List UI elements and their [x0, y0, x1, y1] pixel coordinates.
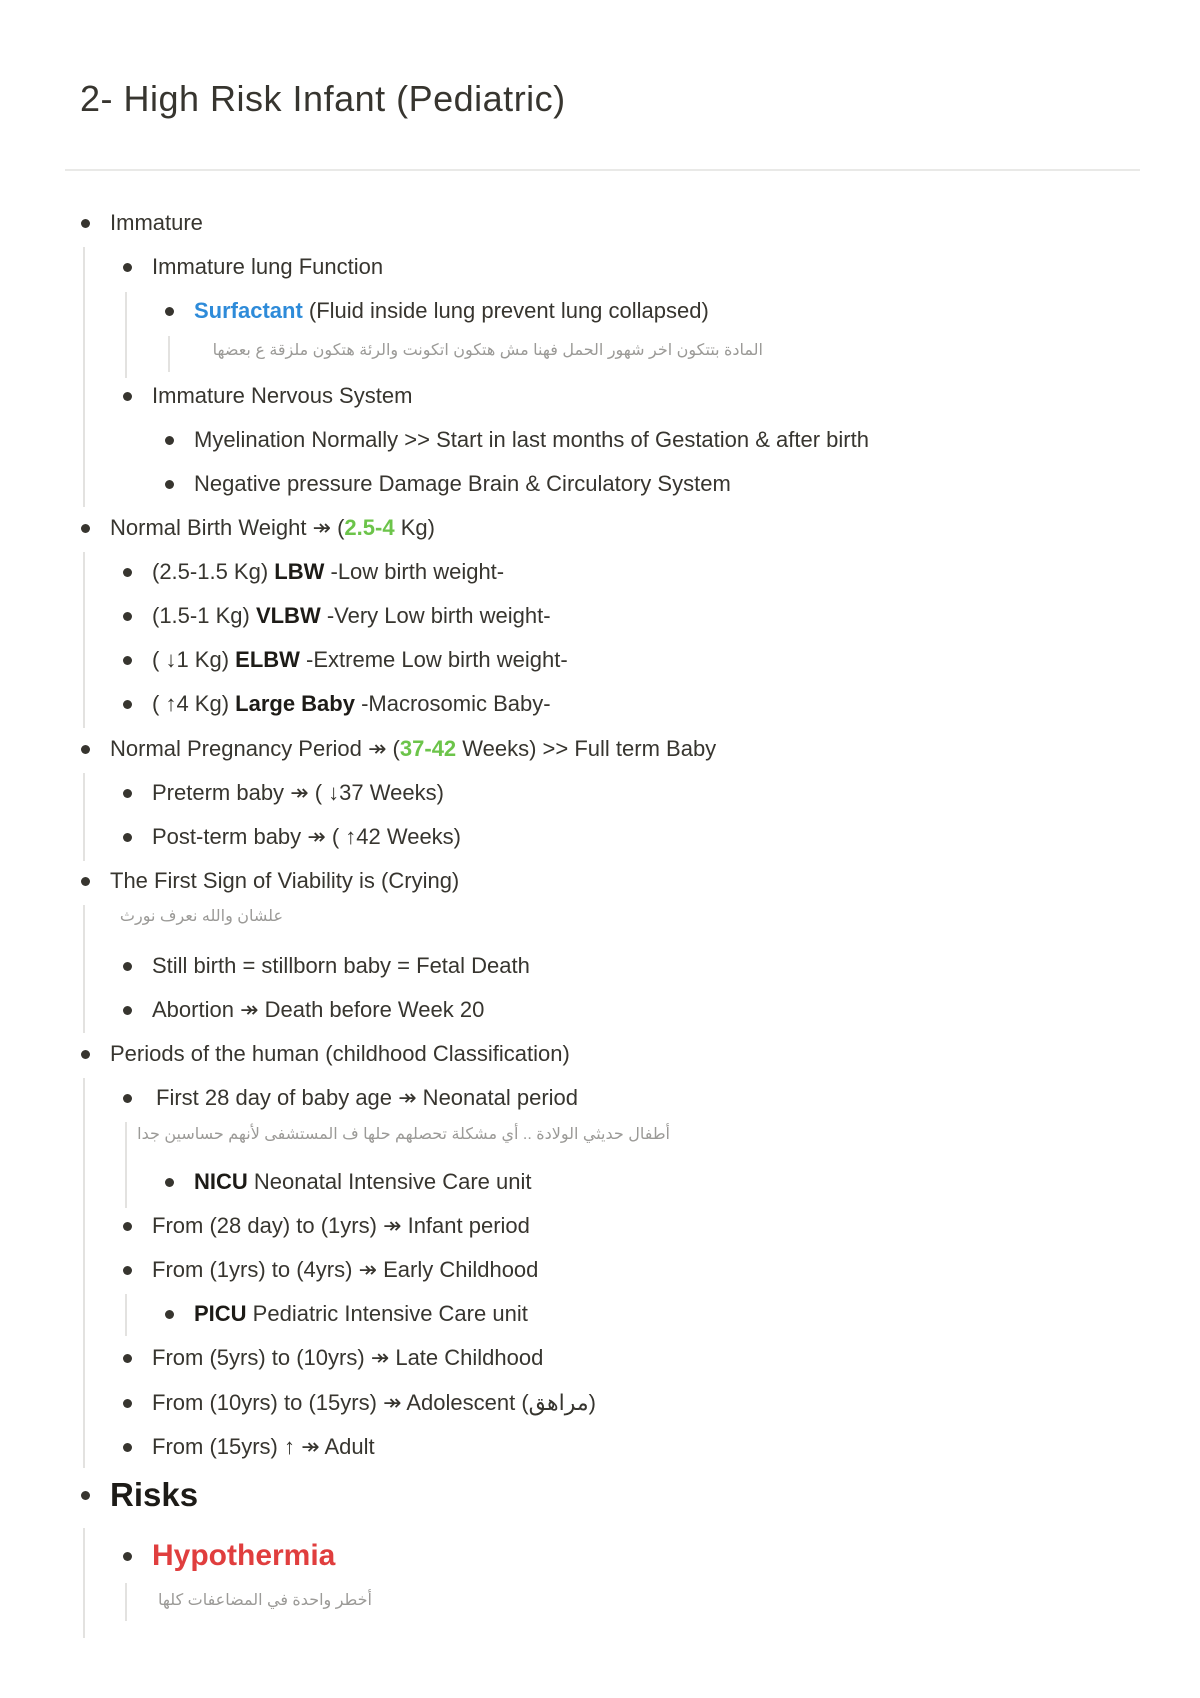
bullet-icon [123, 1354, 132, 1363]
bullet-icon [81, 1491, 90, 1500]
list-item-birth-weight [110, 513, 435, 543]
bullet-icon [81, 745, 90, 754]
toggle-guide-line [125, 292, 127, 378]
list-item-label: Pediatric Intensive Care unit [246, 1301, 528, 1326]
toggle-guide-line [83, 552, 85, 728]
list-item-label: -Extreme Low birth weight- [299, 647, 568, 672]
list-item-risks [110, 1475, 198, 1515]
list-item-label: From (1yrs) to (4yrs) ↠ Early Childhood [152, 1257, 539, 1282]
highlight-term: ELBW [235, 647, 300, 672]
list-item-hypothermia [152, 1536, 335, 1576]
arabic-note: المادة بتتكون اخر شهور الحمل فهنا مش هتكون اتكونت والرئة هتكون ملزقة ع بعضها [212, 342, 763, 359]
arabic-note: علشان والله نعرف نورث [119, 908, 283, 925]
title-divider [65, 169, 1140, 171]
list-item-preterm [152, 778, 444, 808]
list-item-label: From (28 day) to (1yrs) ↠ Infant period [152, 1213, 530, 1238]
bullet-icon [123, 263, 132, 272]
list-item-pregnancy-period [110, 734, 716, 764]
list-item-label: Abortion ↠ Death before Week 20 [152, 997, 485, 1022]
list-item-label: From (10yrs) to (15yrs) ↠ Adolescent (مراهق) [152, 1390, 596, 1415]
quote-line [168, 336, 170, 372]
list-item-label: Weeks) >> Full term Baby [456, 736, 717, 761]
list-item-stillbirth [152, 951, 530, 981]
highlight-term: Hypothermia [152, 1539, 336, 1572]
bullet-icon [81, 524, 90, 533]
list-item-viability [110, 866, 459, 896]
page-title: 2- High Risk Infant (Pediatric) [80, 78, 566, 119]
list-item-picu [194, 1299, 528, 1329]
bullet-icon [123, 656, 132, 665]
list-item-early-childhood [152, 1255, 538, 1285]
list-item-vlbw [152, 601, 551, 631]
bullet-icon [81, 1050, 90, 1059]
toggle-guide-line [83, 1528, 85, 1638]
list-item-label: Immature Nervous System [152, 383, 413, 408]
bullet-icon [123, 833, 132, 842]
list-item-label: Immature [110, 210, 203, 235]
toggle-guide-line [83, 1078, 85, 1468]
arabic-note: أطفال حديثي الولادة .. أي مشكلة تحصلهم حلها ف المستشفى لأنهم حساسين جدا [137, 1126, 670, 1143]
list-item-periods [110, 1039, 570, 1069]
list-item-label: ( ↑4 Kg) [152, 691, 236, 716]
list-item-large-baby [152, 689, 551, 719]
bullet-icon [165, 436, 174, 445]
list-item-label: (Fluid inside lung prevent lung collapsed) [302, 298, 709, 323]
list-item-adult [152, 1432, 375, 1462]
list-item-elbw [152, 645, 568, 675]
list-item-label: Myelination Normally >> Start in last months of Gestation & after birth [194, 427, 869, 452]
highlight-range: 2.5-4 [344, 515, 395, 540]
list-item-immature-lung [152, 252, 383, 282]
toggle-guide-line [83, 905, 85, 1033]
list-item-label: -Very Low birth weight- [320, 603, 551, 628]
bullet-icon [123, 1443, 132, 1452]
list-item-label: -Macrosomic Baby- [354, 691, 551, 716]
highlight-term: Surfactant [194, 298, 303, 323]
list-item-label: (2.5-1.5 Kg) [152, 559, 275, 584]
list-item-label: From (5yrs) to (10yrs) ↠ Late Childhood [152, 1345, 544, 1370]
section-heading: Risks [110, 1476, 199, 1513]
bullet-icon [123, 789, 132, 798]
list-item-nervous-system [152, 381, 412, 411]
list-item-label: Normal Pregnancy Period ↠ ( [110, 736, 400, 761]
bullet-icon [123, 392, 132, 401]
highlight-term: PICU [194, 1301, 247, 1326]
bullet-icon [165, 1310, 174, 1319]
list-item-immature [110, 208, 203, 238]
toggle-guide-line [125, 1294, 127, 1336]
list-item-adolescent [152, 1388, 596, 1418]
bullet-icon [123, 568, 132, 577]
bullet-icon [123, 1266, 132, 1275]
bullet-icon [123, 1006, 132, 1015]
list-item-infant [152, 1211, 530, 1241]
bullet-icon [123, 700, 132, 709]
toggle-guide-line [125, 1122, 127, 1208]
list-item-label: Normal Birth Weight ↠ ( [110, 515, 345, 540]
list-item-label: Still birth = stillborn baby = Fetal Death [152, 953, 530, 978]
highlight-term: Large Baby [235, 691, 355, 716]
toggle-guide-line [83, 247, 85, 507]
bullet-icon [123, 1399, 132, 1408]
bullet-icon [123, 612, 132, 621]
list-item-label: Post-term baby ↠ ( ↑42 Weeks) [152, 824, 462, 849]
bullet-icon [123, 962, 132, 971]
list-item-label: First 28 day of baby age ↠ Neonatal period [156, 1085, 579, 1110]
list-item-late-childhood [152, 1343, 543, 1373]
list-item-label: Periods of the human (childhood Classification) [110, 1041, 570, 1066]
list-item-label: The First Sign of Viability is (Crying) [110, 868, 460, 893]
list-item-myelination [194, 425, 869, 455]
list-item-surfactant [194, 296, 709, 326]
highlight-term: NICU [194, 1169, 248, 1194]
toggle-guide-line [83, 773, 85, 861]
bullet-icon [123, 1552, 132, 1561]
list-item-label: ( ↓1 Kg) [152, 647, 236, 672]
list-item-label: (1.5-1 Kg) [152, 603, 256, 628]
list-item-label: Preterm baby ↠ ( ↓37 Weeks) [152, 780, 444, 805]
list-item-label: Kg) [394, 515, 435, 540]
list-item-lbw [152, 557, 504, 587]
bullet-icon [165, 1178, 174, 1187]
arabic-note: أخطر واحدة في المضاعفات كلها [158, 1592, 372, 1609]
list-item-abortion [152, 995, 484, 1025]
list-item-postterm [152, 822, 461, 852]
list-item-label: -Low birth weight- [324, 559, 505, 584]
list-item-label: Negative pressure Damage Brain & Circulatory System [194, 471, 731, 496]
bullet-icon [165, 480, 174, 489]
list-item-nicu [194, 1167, 532, 1197]
highlight-term: VLBW [255, 603, 321, 628]
list-item-neonatal [156, 1083, 578, 1113]
bullet-icon [123, 1222, 132, 1231]
highlight-term: LBW [274, 559, 325, 584]
bullet-icon [81, 877, 90, 886]
bullet-icon [81, 219, 90, 228]
bullet-icon [123, 1094, 132, 1103]
highlight-range: 37-42 [399, 736, 457, 761]
list-item-label: Neonatal Intensive Care unit [247, 1169, 532, 1194]
quote-line [125, 1583, 127, 1621]
list-item-negative-pressure [194, 469, 731, 499]
list-item-label: Immature lung Function [152, 254, 384, 279]
bullet-icon [165, 307, 174, 316]
list-item-label: From (15yrs) ↑ ↠ Adult [152, 1434, 375, 1459]
